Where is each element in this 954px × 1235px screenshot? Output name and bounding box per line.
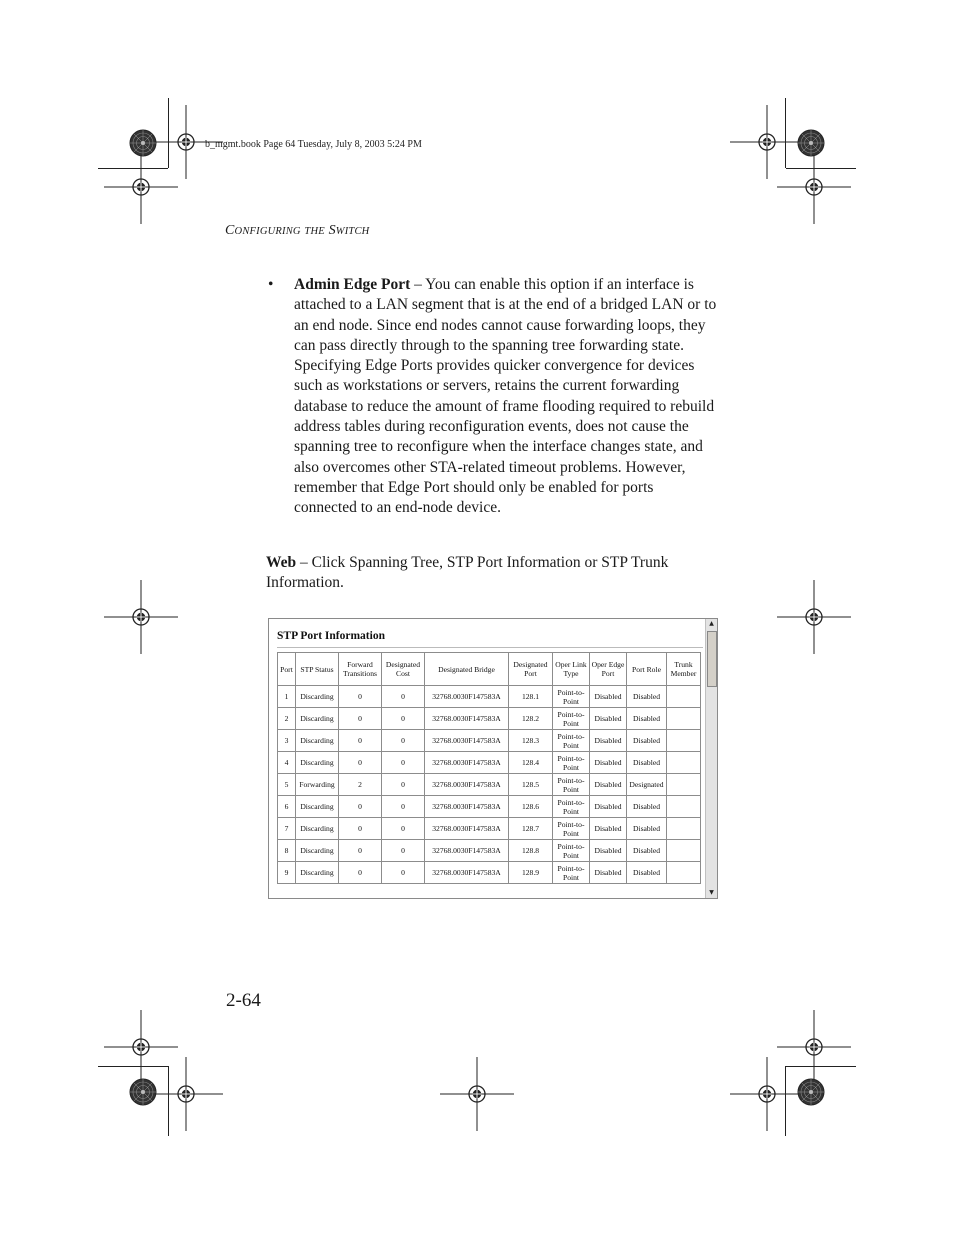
table-cell: Point-to-Point <box>553 708 590 730</box>
table-cell: 0 <box>339 862 382 884</box>
book-meta-header: b_mgmt.book Page 64 Tuesday, July 8, 2003 5:24 PM <box>205 139 422 150</box>
web-instruction-text: – Click Spanning Tree, STP Port Information or STP Trunk Information. <box>266 554 669 592</box>
table-row <box>278 730 701 752</box>
title-divider <box>277 647 703 648</box>
column-header: Forward Transitions <box>339 653 382 686</box>
column-header: STP Status <box>296 653 339 686</box>
table-row <box>278 796 701 818</box>
table-cell: Disabled <box>590 818 627 840</box>
column-header: Oper Edge Port <box>590 653 627 686</box>
admin-edge-port-description: – You can enable this option if an interface is attached to a LAN segment that is at the end of a bridged LAN or to an end node. Since end nodes cannot cause forwarding loops, they can pass directly through to the spanning tree forwarding state. Specifying Edge Ports provides quicker convergence for devices such as workstations or servers, retains the current forwarding database to reduce the amount of frame flooding required to rebuild address tables during reconfiguration events, does not cause the spanning tree to reconfigure when the interface changes state, and also overcomes other STA-related timeout problems. However, remember that Edge Port should only be enabled for ports connected to an end-node device. <box>294 276 717 517</box>
table-row <box>278 686 701 708</box>
table-cell: 0 <box>339 730 382 752</box>
bullet-marker: • <box>268 276 274 293</box>
table-cell: 0 <box>339 818 382 840</box>
table-cell: Discarding <box>296 730 339 752</box>
vertical-scrollbar[interactable] <box>705 619 717 898</box>
table-cell: 0 <box>382 686 425 708</box>
scrollbar-thumb[interactable] <box>707 631 717 687</box>
table-row <box>278 752 701 774</box>
table-cell: 128.3 <box>509 730 553 752</box>
table-cell: 0 <box>382 840 425 862</box>
registration-sunburst-icon <box>130 130 156 156</box>
table-cell: Discarding <box>296 708 339 730</box>
table-cell: 32768.0030F147583A <box>425 862 509 884</box>
table-cell: Disabled <box>590 796 627 818</box>
table-cell: Point-to-Point <box>553 686 590 708</box>
registration-target-icon <box>777 1010 851 1084</box>
table-cell: 128.5 <box>509 774 553 796</box>
table-cell: 0 <box>339 686 382 708</box>
table-cell <box>667 686 701 708</box>
table-cell: Disabled <box>590 708 627 730</box>
table-cell: 6 <box>278 796 296 818</box>
table-row <box>278 708 701 730</box>
table-cell: 0 <box>382 796 425 818</box>
table-cell: Disabled <box>627 796 667 818</box>
table-cell: Point-to-Point <box>553 818 590 840</box>
table-cell: 0 <box>339 796 382 818</box>
table-cell: 128.1 <box>509 686 553 708</box>
table-cell: Discarding <box>296 840 339 862</box>
table-cell: 32768.0030F147583A <box>425 752 509 774</box>
table-cell: 0 <box>382 730 425 752</box>
table-cell: 0 <box>382 774 425 796</box>
table-cell: 32768.0030F147583A <box>425 774 509 796</box>
screenshot-title: STP Port Information <box>277 630 385 642</box>
table-cell: 128.7 <box>509 818 553 840</box>
admin-edge-port-term: Admin Edge Port <box>294 276 411 293</box>
web-instruction-paragraph <box>266 553 718 594</box>
registration-target-icon <box>104 580 178 654</box>
table-cell <box>667 708 701 730</box>
table-cell: 0 <box>339 752 382 774</box>
table-cell: 8 <box>278 840 296 862</box>
table-cell: Disabled <box>590 686 627 708</box>
table-cell: Discarding <box>296 796 339 818</box>
registration-target-icon <box>104 150 178 224</box>
registration-target-icon <box>730 105 804 179</box>
table-cell: Disabled <box>627 686 667 708</box>
table-cell: Disabled <box>590 840 627 862</box>
column-header: Designated Port <box>509 653 553 686</box>
table-cell <box>667 730 701 752</box>
table-cell: 2 <box>278 708 296 730</box>
table-cell: Disabled <box>627 708 667 730</box>
registration-target-icon <box>104 1010 178 1084</box>
table-cell: 0 <box>382 752 425 774</box>
table-cell <box>667 752 701 774</box>
table-cell: 128.2 <box>509 708 553 730</box>
table-cell: Discarding <box>296 752 339 774</box>
table-cell: 128.4 <box>509 752 553 774</box>
table-cell: Point-to-Point <box>553 840 590 862</box>
table-row <box>278 840 701 862</box>
table-cell <box>667 840 701 862</box>
table-cell: 5 <box>278 774 296 796</box>
column-header: Trunk Member <box>667 653 701 686</box>
registration-sunburst-icon <box>798 1079 824 1105</box>
table-cell: 1 <box>278 686 296 708</box>
admin-edge-port-paragraph <box>294 275 718 519</box>
table-cell: Disabled <box>627 840 667 862</box>
table-header-row <box>278 653 701 686</box>
table-cell: Disabled <box>590 730 627 752</box>
table-cell: 128.9 <box>509 862 553 884</box>
table-cell: 32768.0030F147583A <box>425 840 509 862</box>
table-cell: Forwarding <box>296 774 339 796</box>
registration-target-icon <box>730 1057 804 1131</box>
table-cell: 128.8 <box>509 840 553 862</box>
table-cell: 0 <box>382 708 425 730</box>
table-cell: 0 <box>382 818 425 840</box>
scroll-down-arrow-icon[interactable]: ▼ <box>709 889 714 896</box>
table-cell: 32768.0030F147583A <box>425 730 509 752</box>
table-cell: Point-to-Point <box>553 752 590 774</box>
table-cell: Disabled <box>627 818 667 840</box>
table-cell: 4 <box>278 752 296 774</box>
table-cell <box>667 774 701 796</box>
table-cell: Point-to-Point <box>553 796 590 818</box>
table-cell: 9 <box>278 862 296 884</box>
stp-port-table <box>277 652 701 884</box>
table-cell: 0 <box>339 708 382 730</box>
table-cell: Disabled <box>590 752 627 774</box>
scroll-up-arrow-icon[interactable]: ▲ <box>709 620 714 627</box>
column-header: Oper Link Type <box>553 653 590 686</box>
table-cell <box>667 796 701 818</box>
table-cell: Discarding <box>296 686 339 708</box>
registration-target-icon <box>440 1057 514 1131</box>
table-cell: 3 <box>278 730 296 752</box>
table-cell: 2 <box>339 774 382 796</box>
table-cell: Disabled <box>590 862 627 884</box>
table-cell: Disabled <box>627 752 667 774</box>
web-term: Web <box>266 554 297 571</box>
registration-target-icon <box>777 150 851 224</box>
table-row <box>278 818 701 840</box>
table-cell: 128.6 <box>509 796 553 818</box>
column-header: Designated Bridge <box>425 653 509 686</box>
column-header: Port <box>278 653 296 686</box>
table-cell: 32768.0030F147583A <box>425 686 509 708</box>
running-head: CONFIGURING THE SWITCH <box>225 223 370 238</box>
table-cell: 32768.0030F147583A <box>425 818 509 840</box>
table-cell: Disabled <box>627 730 667 752</box>
table-cell <box>667 862 701 884</box>
column-header: Port Role <box>627 653 667 686</box>
table-cell: Point-to-Point <box>553 774 590 796</box>
table-cell: 7 <box>278 818 296 840</box>
table-cell: Disabled <box>627 862 667 884</box>
table-cell: 0 <box>339 840 382 862</box>
table-cell <box>667 818 701 840</box>
table-cell: Point-to-Point <box>553 862 590 884</box>
table-cell: 0 <box>382 862 425 884</box>
stp-port-information-screenshot <box>268 618 718 899</box>
table-row <box>278 862 701 884</box>
registration-target-icon <box>149 1057 223 1131</box>
table-row <box>278 774 701 796</box>
table-cell: Discarding <box>296 862 339 884</box>
page-number: 2-64 <box>226 990 261 1011</box>
table-cell: Designated <box>627 774 667 796</box>
table-cell: Discarding <box>296 818 339 840</box>
registration-target-icon <box>777 580 851 654</box>
column-header: Designated Cost <box>382 653 425 686</box>
table-cell: 32768.0030F147583A <box>425 796 509 818</box>
table-cell: 32768.0030F147583A <box>425 708 509 730</box>
table-cell: Disabled <box>590 774 627 796</box>
registration-sunburst-icon <box>130 1079 156 1105</box>
registration-sunburst-icon <box>798 130 824 156</box>
table-cell: Point-to-Point <box>553 730 590 752</box>
